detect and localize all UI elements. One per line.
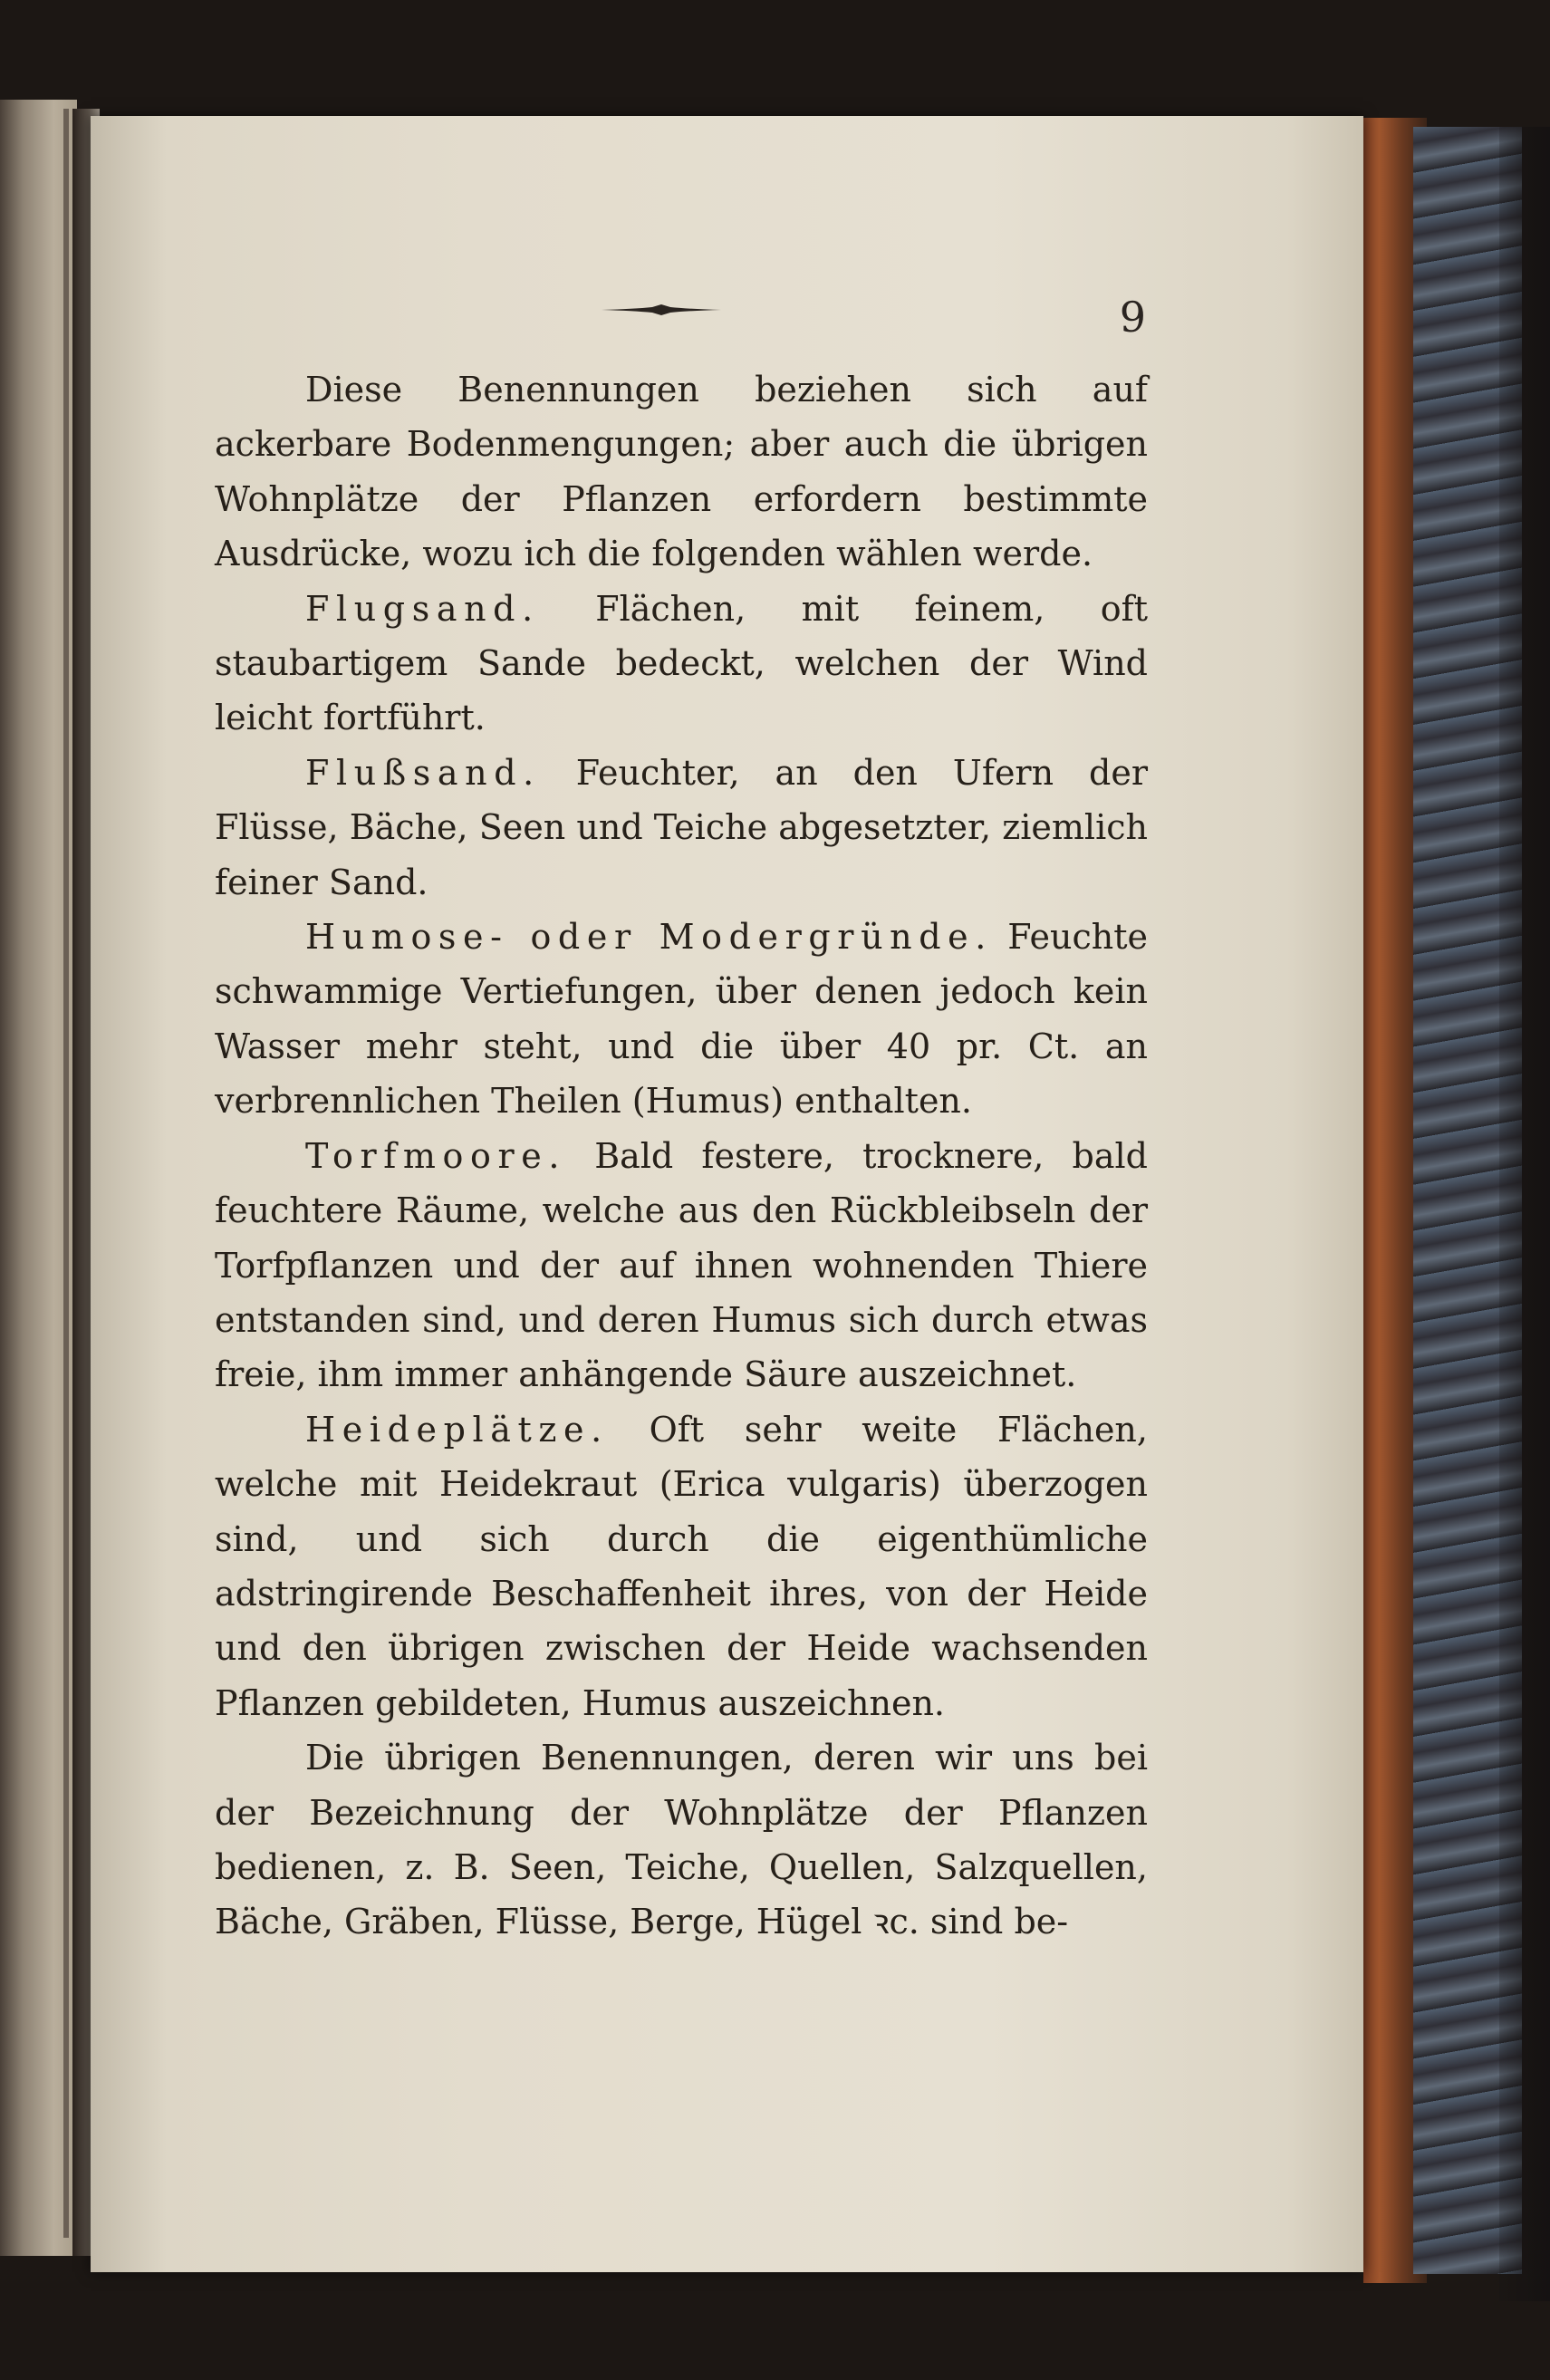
paragraph-heideplaetze xyxy=(215,1402,1148,1730)
paragraph-text: Diese Benennungen beziehen sich auf ackerbare Bodenmengungen; aber auch die übrigen Wohnplätze der Pflanzen erfordern bestimmte Ausdrücke, wozu ich die folgenden wählen werde. xyxy=(215,370,1148,574)
paragraph-text: Die übrigen Benennungen, deren wir uns bei der Bezeichnung der Wohnplätze der Pflanzen bedienen, z. B. Seen, Teiche, Quellen, Salzquellen, Bäche, Gräben, Flüsse, Berge, Hügel ꝛc. sind be- xyxy=(215,1738,1148,1942)
paragraph-intro xyxy=(215,362,1148,582)
cover-shadow xyxy=(1499,127,1550,2301)
page-number: 9 xyxy=(1119,293,1146,342)
paragraph-torfmoore xyxy=(215,1129,1148,1402)
paragraph-text: Flächen, mit feinem, oft staubartigem Sande bedeckt, welchen der Wind leicht fortführt. xyxy=(215,588,1148,738)
term-heading: Humose- oder Modergründe. xyxy=(305,917,993,958)
paragraph-flusssand xyxy=(215,746,1148,910)
term-heading: Heideplätze. xyxy=(305,1409,609,1450)
paragraph-text: Feuchter, an den Ufern der Flüsse, Bäche, Seen und Teiche abgesetzter, ziemlich feiner Sand. xyxy=(215,752,1148,902)
paragraph-text: Bald festere, trocknere, bald feuchtere Räume, welche aus den Rückbleibseln der Torfpflanzen und der auf ihnen wohnenden Thiere entstanden sind, und deren Humus sich durch etwas freie, ihm immer anhängende Säure auszeichnet. xyxy=(215,1135,1148,1395)
paragraph-text: Oft sehr weite Flächen, welche mit Heidekraut (Erica vulgaris) überzogen sind, und sich durch die eigenthümliche adstringirende Beschaffenheit ihres, von der Heide und den übrigen zwischen der Heide wachsenden Pflanzen gebildeten, Humus auszeichnen. xyxy=(215,1409,1148,1723)
term-heading: Flußsand. xyxy=(305,752,541,793)
paragraph-flugsand xyxy=(215,582,1148,746)
head-ornament-icon xyxy=(598,292,725,328)
paragraph-humose xyxy=(215,910,1148,1129)
term-heading: Torfmoore. xyxy=(305,1135,567,1176)
term-heading: Flugsand. xyxy=(305,588,540,629)
text-body xyxy=(215,362,1148,1950)
paragraph-closing xyxy=(215,1730,1148,1950)
left-page-edge xyxy=(63,109,69,2238)
paragraph-text: Feuchte schwammige Vertiefungen, über denen jedoch kein Wasser mehr steht, und die über 40 pr. Ct. an verbrennlichen Theilen (Humus) enthalten. xyxy=(215,917,1148,1122)
